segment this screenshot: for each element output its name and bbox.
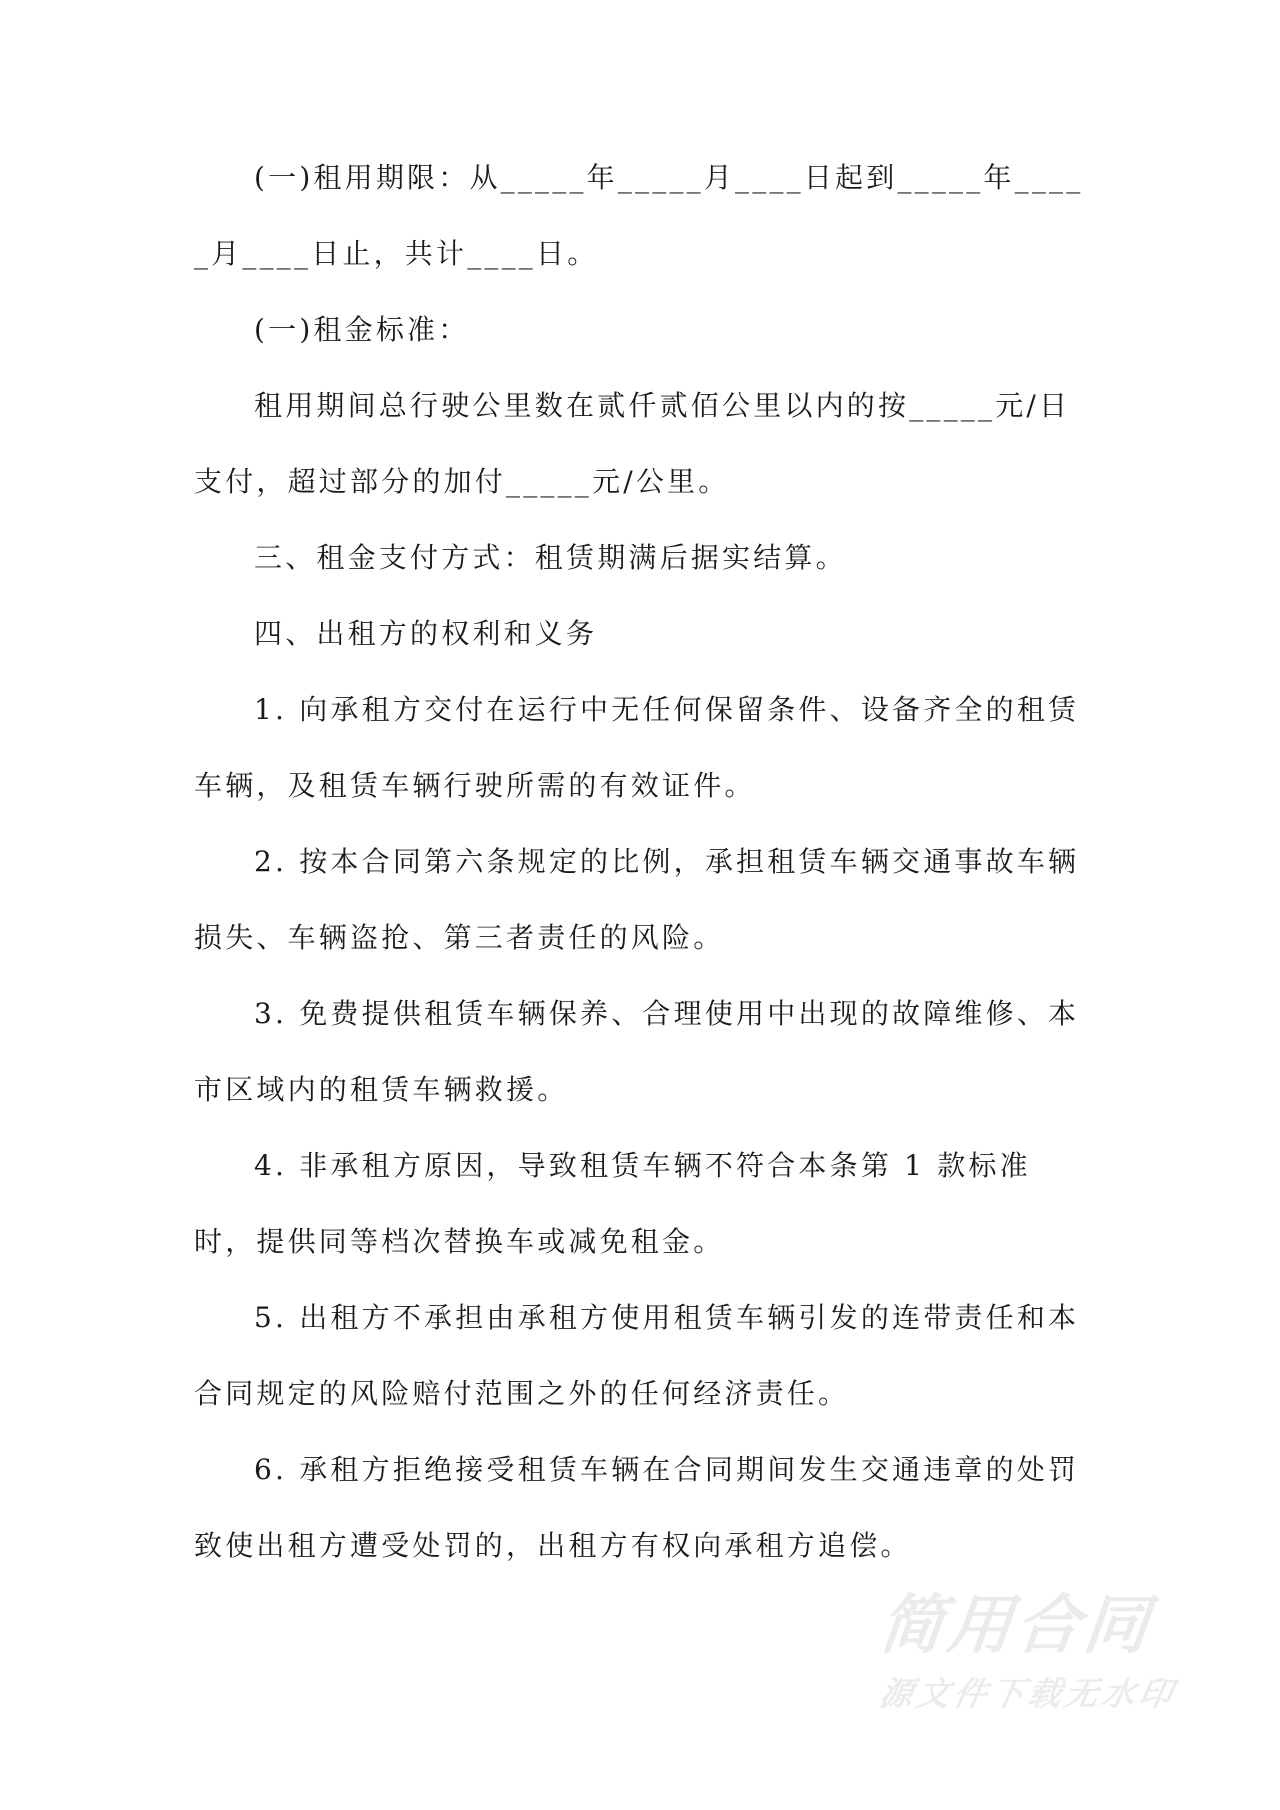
clause-item-1: 1. 向承租方交付在运行中无任何保留条件、设备齐全的租赁车辆，及租赁车辆行驶所需的有效证件。 xyxy=(194,693,1080,802)
clause-item-5: 5. 出租方不承担由承租方使用租赁车辆引发的连带责任和本合同规定的风险赔付范围之外的任何经济责任。 xyxy=(194,1301,1080,1410)
clause-item-4: 4. 非承租方原因，导致租赁车辆不符合本条第 1 款标准时，提供同等档次替换车或减免租金。 xyxy=(194,1149,1031,1258)
lease-term-paragraph: (一)租用期限：从_____年_____月____日起到_____年_____月____日止，共计____日。 xyxy=(194,161,1084,270)
clause-item-2: 2. 按本合同第六条规定的比例，承担租赁车辆交通事故车辆损失、车辆盗抢、第三者责任的风险。 xyxy=(194,845,1080,954)
clause-item-3: 3. 免费提供租赁车辆保养、合理使用中出现的故障维修、本市区域内的租赁车辆救援。 xyxy=(194,997,1080,1106)
clause-item-6: 6. 承租方拒绝接受租赁车辆在合同期间发生交通违章的处罚致使出租方遭受处罚的，出租方有权向承租方追偿。 xyxy=(194,1453,1080,1562)
payment-method-paragraph: 三、租金支付方式：租赁期满后据实结算。 xyxy=(254,541,847,574)
rent-standard-heading: (一)租金标准： xyxy=(254,313,470,346)
lessor-rights-heading: 四、出租方的权利和义务 xyxy=(254,617,598,650)
rent-standard-paragraph: 租用期间总行驶公里数在贰仟贰佰公里以内的按_____元/日支付，超过部分的加付_____元/公里。 xyxy=(194,389,1071,498)
watermark-brand: 简用合同 xyxy=(876,1589,1156,1663)
watermark-tagline: 源文件下载无水印 xyxy=(876,1674,1180,1713)
watermark xyxy=(876,1588,1220,1716)
